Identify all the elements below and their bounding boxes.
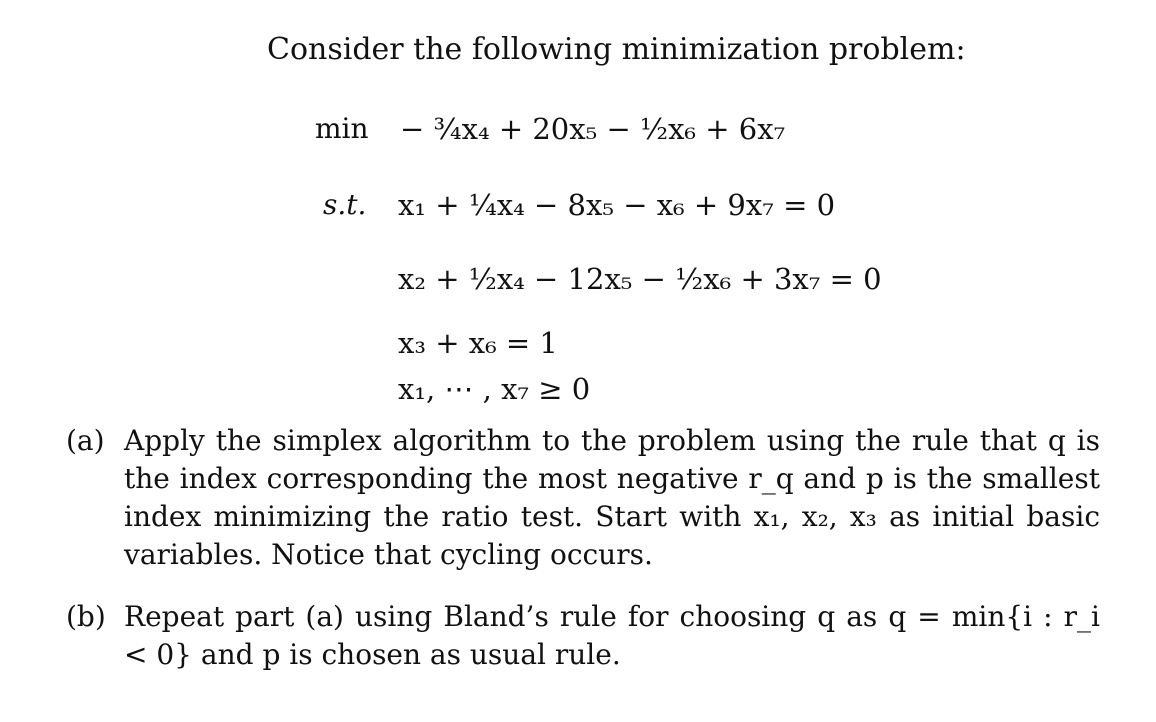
objective-function: − ¾x₄ + 20x₅ − ½x₆ + 6x₇ bbox=[400, 112, 786, 146]
constraint-1: x₁ + ¼x₄ − 8x₅ − x₆ + 9x₇ = 0 bbox=[398, 188, 836, 222]
constraint-3: x₃ + x₆ = 1 bbox=[398, 326, 558, 360]
part-a bbox=[66, 422, 1100, 574]
constraint-2: x₂ + ½x₄ − 12x₅ − ½x₆ + 3x₇ = 0 bbox=[398, 262, 882, 296]
part-b-label: (b) bbox=[66, 600, 106, 633]
nonnegativity-constraint: x₁, ⋯ , x₇ ≥ 0 bbox=[398, 372, 591, 406]
min-label: min bbox=[315, 112, 369, 145]
part-a-label: (a) bbox=[66, 424, 105, 457]
question-parts bbox=[66, 422, 1100, 674]
part-a-text: Apply the simplex algorithm to the problem using the rule that q is the index corresponding the most negative r_q and p is the smallest index minimizing the ratio test. Start with x₁, x₂, x₃ as initial basic variables. Notice that cycling occurs. bbox=[124, 424, 1100, 571]
problem-intro: Consider the following minimization problem: bbox=[267, 32, 966, 67]
subject-to-label: s.t. bbox=[323, 188, 367, 221]
part-b bbox=[66, 598, 1100, 674]
part-b-text: Repeat part (a) using Bland’s rule for choosing q as q = min{i : r_i < 0} and p is chosen as usual rule. bbox=[124, 600, 1100, 671]
